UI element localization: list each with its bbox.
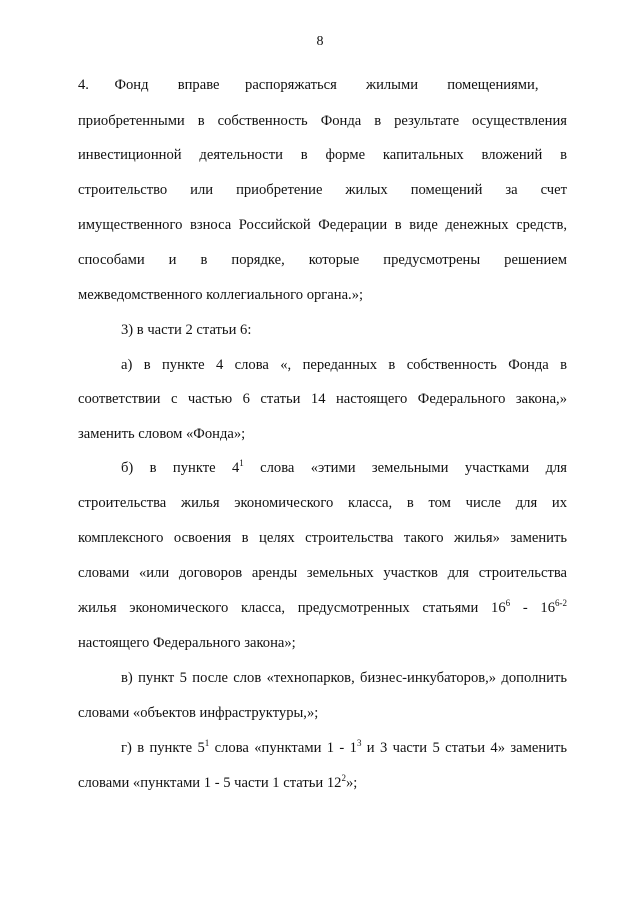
item-g-line-1-post: и 3 части 5 статьи 4» заменить: [361, 740, 567, 756]
item-a-line-2: соответствии с частью 6 статьи 14 настоящего Федерального закона,»: [78, 391, 567, 407]
item-g-sup-1: 1: [204, 738, 210, 748]
para-4-line-5: имущественного взноса Российской Федерации в виде денежных средств,: [78, 217, 567, 233]
item-g-line-2-pre: словами «пунктами 1 - 5 части 1 статьи 12: [78, 775, 342, 791]
item-a-line-3: заменить словом «Фонда»;: [78, 426, 246, 442]
page-number: 8: [316, 34, 324, 49]
para-4-line-4: строительство или приобретение жилых помещений за счет: [78, 182, 567, 198]
item-g-line-1-mid: слова «пунктами 1 - 1: [209, 740, 357, 756]
para-4-line-1: 4. Фонд вправе распоряжаться жилыми помещениями,: [78, 77, 539, 93]
item-g-line-2-post: »;: [345, 775, 358, 791]
para-4-line-3: инвестиционной деятельности в форме капитальных вложений в: [78, 147, 567, 163]
para-4-line-6: способами и в порядке, которые предусмотрены решением: [78, 252, 567, 268]
item-a-line-1: а) в пункте 4 слова «, переданных в собственность Фонда в: [121, 357, 567, 373]
item-g-line-1-pre: г) в пункте 5: [121, 740, 205, 756]
item-g-line-2-sup: 2: [341, 773, 346, 783]
item-b-line-3: комплексного освоения в целях строительства такого жилья» заменить: [78, 530, 567, 546]
item-b-line-2: строительства жилья экономического класса, в том числе для их: [78, 495, 567, 511]
para-4-line-2: приобретенными в собственность Фонда в результате осуществления: [78, 113, 567, 129]
item-b-line-1-pre: б) в пункте 4: [121, 460, 240, 476]
item-b-line-5: [78, 599, 567, 617]
item-g-line-1: [121, 739, 567, 757]
para-4-line-7: межведомственного коллегиального органа.»;: [78, 287, 364, 303]
item-b-line-5-sup-1: 6: [505, 598, 511, 608]
item-g-sup-2: 3: [356, 738, 362, 748]
item-b-line-1: [121, 459, 567, 477]
item-3-heading: 3) в части 2 статьи 6:: [121, 322, 252, 338]
item-v-line-1: в) пункт 5 после слов «технопарков, бизнес-инкубаторов,» дополнить: [121, 670, 567, 686]
item-b-line-5-sup-2: 6-2: [555, 598, 567, 608]
item-b-line-5-mid: - 16: [510, 600, 555, 616]
item-b-line-6: настоящего Федерального закона»;: [78, 635, 296, 651]
item-b-sup: 1: [239, 458, 244, 468]
item-b-line-1-post: слова «этими земельными участками для: [243, 460, 567, 476]
item-g-line-2: [78, 774, 567, 792]
item-v-line-2: словами «объектов инфраструктуры,»;: [78, 705, 319, 721]
item-b-line-5-pre: жилья экономического класса, предусмотренных статьями 16: [78, 600, 506, 616]
item-b-line-4: словами «или договоров аренды земельных участков для строительства: [78, 565, 567, 581]
